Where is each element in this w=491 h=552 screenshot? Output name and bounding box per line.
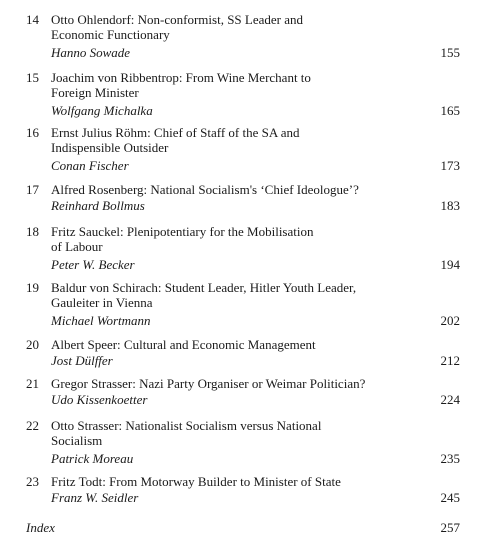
- entry-author: Reinhard Bollmus: [51, 198, 145, 213]
- entry-number: 18: [26, 224, 39, 239]
- entry-author: Conan Fischer: [51, 158, 129, 173]
- entry-author: Franz W. Seidler: [51, 490, 139, 505]
- entry-title: Otto Strasser: Nationalist Socialism versus National Socialism: [51, 418, 322, 448]
- entry-title: Gregor Strasser: Nazi Party Organiser or Weimar Politician?: [51, 376, 366, 391]
- index-page-number: 257: [440, 520, 460, 535]
- entry-title: Otto Ohlendorf: Non-conformist, SS Leader and Economic Functionary: [51, 12, 304, 42]
- entry-number: 17: [26, 182, 39, 197]
- entry-number: 21: [26, 376, 39, 391]
- entry-title: Fritz Todt: From Motorway Builder to Minister of State: [51, 474, 341, 489]
- entry-page-number: 202: [440, 313, 460, 328]
- entry-page-number: 245: [440, 490, 460, 505]
- entry-title: Albert Speer: Cultural and Economic Management: [51, 337, 316, 352]
- entry-page-number: 224: [440, 392, 460, 407]
- entry-title: Alfred Rosenberg: National Socialism's ‘Chief Ideologue’?: [51, 182, 359, 197]
- entry-author: Udo Kissenkoetter: [51, 392, 148, 407]
- entry-author: Wolfgang Michalka: [51, 103, 153, 118]
- entry-author: Jost Dülffer: [51, 353, 113, 368]
- entry-page-number: 165: [440, 103, 460, 118]
- entry-number: 14: [26, 12, 39, 27]
- index-label: Index: [26, 520, 55, 535]
- entry-page-number: 194: [440, 257, 460, 272]
- entry-number: 16: [26, 125, 39, 140]
- entry-page-number: 235: [440, 451, 460, 466]
- entry-title: Joachim von Ribbentrop: From Wine Merchant to Foreign Minister: [51, 70, 311, 100]
- entry-title: Baldur von Schirach: Student Leader, Hitler Youth Leader, Gauleiter in Vienna: [51, 280, 357, 310]
- entry-author: Hanno Sowade: [51, 45, 131, 60]
- entry-author: Patrick Moreau: [51, 451, 134, 466]
- entry-title: Ernst Julius Röhm: Chief of Staff of the SA and Indispensible Outsider: [51, 125, 300, 155]
- entry-page-number: 173: [440, 158, 460, 173]
- entry-number: 15: [26, 70, 39, 85]
- entry-number: 20: [26, 337, 39, 352]
- entry-page-number: 212: [440, 353, 460, 368]
- entry-number: 22: [26, 418, 39, 433]
- entry-number: 23: [26, 474, 39, 489]
- entry-number: 19: [26, 280, 39, 295]
- entry-page-number: 155: [440, 45, 460, 60]
- entry-page-number: 183: [440, 198, 460, 213]
- entry-author: Peter W. Becker: [51, 257, 135, 272]
- entry-author: Michael Wortmann: [51, 313, 151, 328]
- entry-title: Fritz Sauckel: Plenipotentiary for the Mobilisation of Labour: [51, 224, 314, 254]
